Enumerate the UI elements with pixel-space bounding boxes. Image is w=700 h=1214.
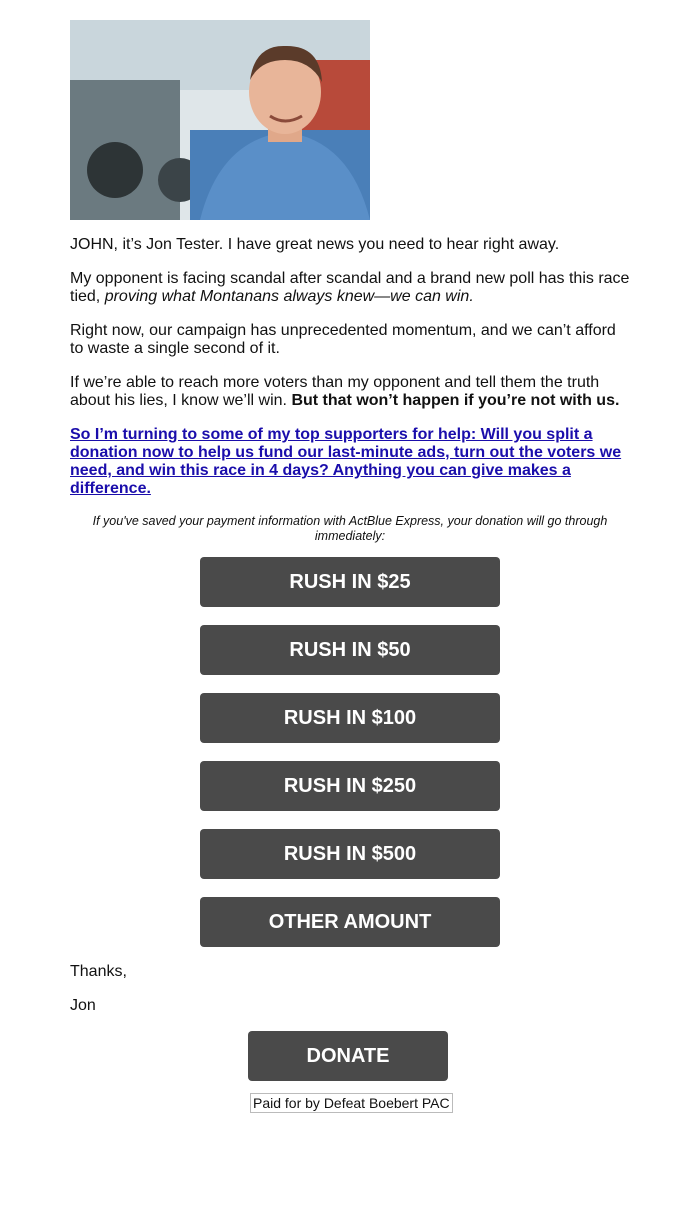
- candidate-photo-illustration: [70, 20, 370, 220]
- rush-50-button[interactable]: RUSH IN $50: [200, 625, 500, 675]
- rush-100-button[interactable]: RUSH IN $100: [200, 693, 500, 743]
- thanks-text: Thanks,: [70, 963, 127, 980]
- signature: Jon: [70, 997, 96, 1014]
- donation-ask-paragraph: [70, 426, 632, 498]
- poll-paragraph-emphasis: proving what Montanans always knew—we can win.: [104, 288, 474, 305]
- donate-button[interactable]: DONATE: [248, 1031, 448, 1081]
- paid-for-disclaimer: Paid for by Defeat Boebert PAC: [250, 1093, 453, 1113]
- voters-paragraph-text: If we’re able to reach more voters than my opponent and tell them the truth about his lies, I know we’ll win.: [70, 374, 600, 409]
- greeting-paragraph: JOHN, it’s Jon Tester. I have great news you need to hear right away.: [70, 236, 560, 253]
- rush-250-button[interactable]: RUSH IN $250: [200, 761, 500, 811]
- actblue-express-note: If you've saved your payment information with ActBlue Express, your donation will go through immediately:: [92, 514, 608, 543]
- poll-paragraph: [70, 270, 632, 306]
- momentum-paragraph: Right now, our campaign has unprecedented momentum, and we can’t afford to waste a single second of it.: [70, 322, 616, 357]
- candidate-photo: [70, 20, 370, 220]
- other-amount-button[interactable]: OTHER AMOUNT: [200, 897, 500, 947]
- rush-25-button[interactable]: RUSH IN $25: [200, 557, 500, 607]
- rush-500-button[interactable]: RUSH IN $500: [200, 829, 500, 879]
- donation-ask-link[interactable]: So I’m turning to some of my top supporters for help: Will you split a donation now to help us fund our last-minute ads, turn out the voters we need, and win this race in 4 days? Anything you can give makes a difference.: [70, 426, 622, 497]
- poll-paragraph-text: My opponent is facing scandal after scandal and a brand new poll has this race tied,: [70, 270, 630, 305]
- voters-paragraph: [70, 374, 632, 410]
- voters-paragraph-bold: But that won’t happen if you’re not with us.: [291, 392, 620, 409]
